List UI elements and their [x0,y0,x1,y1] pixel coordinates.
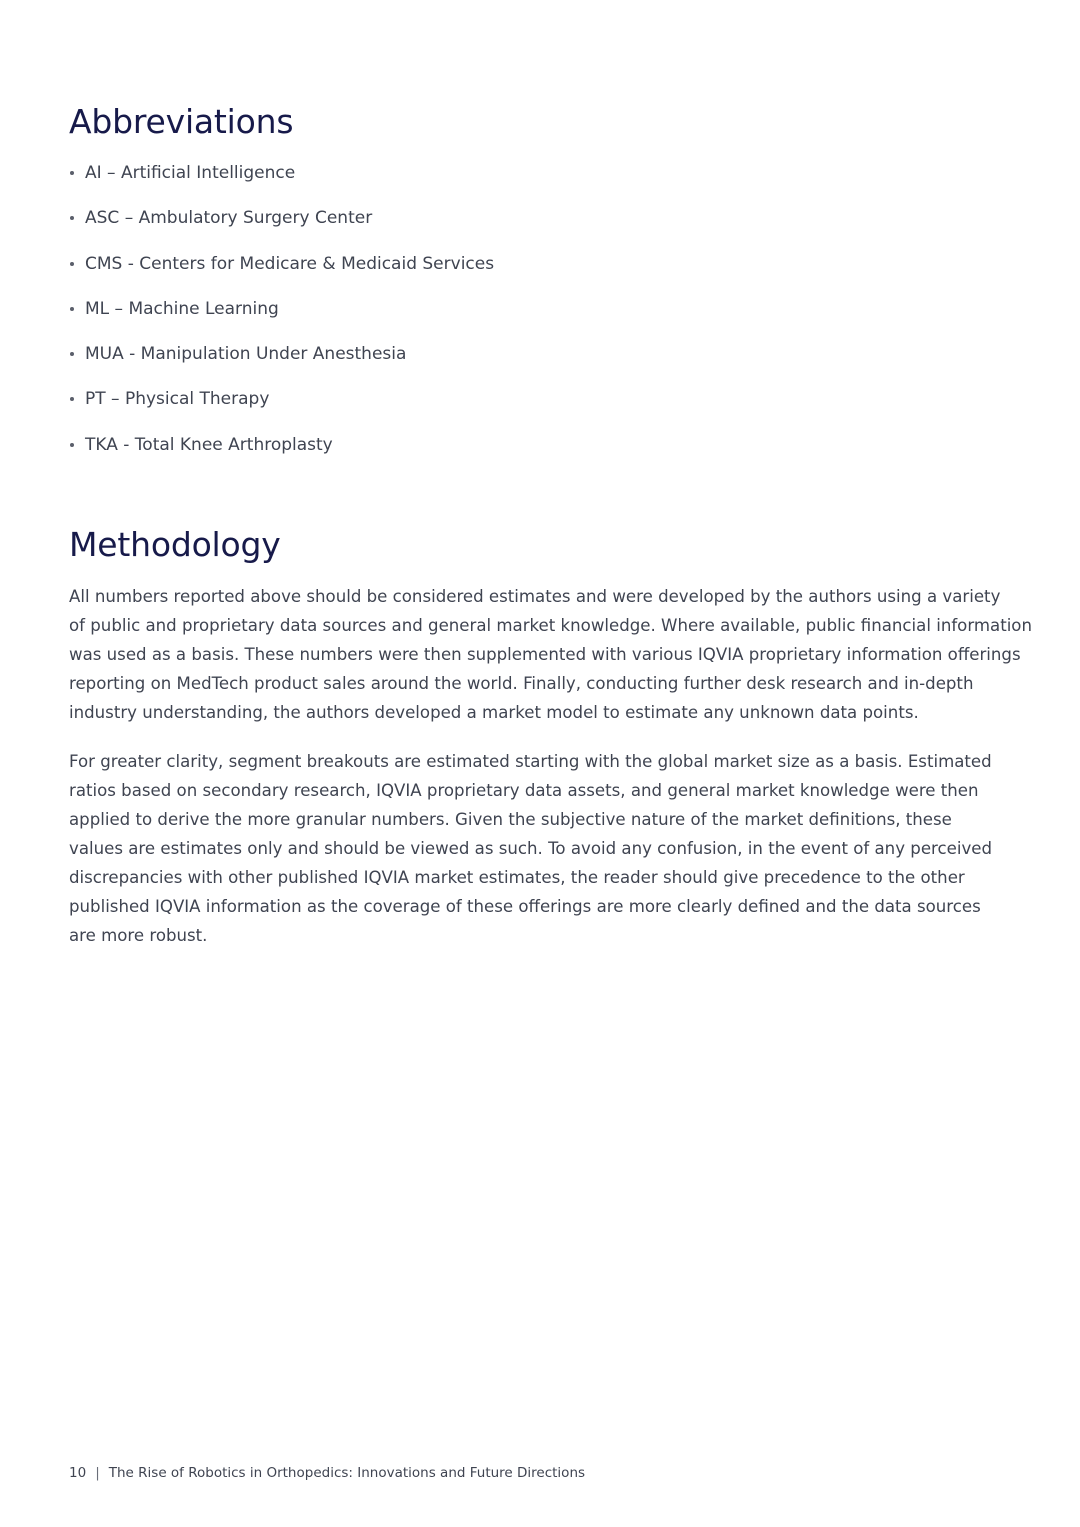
abbreviation-item [69,339,494,369]
abbreviation-text: CMS - Centers for Medicare & Medicaid Services [85,253,495,274]
bullet-icon [70,171,74,175]
paragraph-line: For greater clarity, segment breakouts are estimated starting with the global market size as a basis. Estimated [69,752,992,771]
methodology-heading: Methodology [69,525,281,564]
bullet-icon [70,397,74,401]
paragraph-line: applied to derive the more granular numbers. Given the subjective nature of the market definitions, these [69,810,952,829]
bullet-icon [70,307,74,311]
paragraph-line: published IQVIA information as the coverage of these offerings are more clearly defined and the data sources [69,897,981,916]
abbreviation-text: TKA - Total Knee Arthroplasty [85,434,333,455]
abbreviations-heading: Abbreviations [69,102,294,141]
paragraph-line: was used as a basis. These numbers were then supplemented with various IQVIA proprietary information offerings [69,645,1021,664]
abbreviation-item [69,158,494,188]
paragraph-line: discrepancies with other published IQVIA market estimates, the reader should give precedence to the other [69,868,965,887]
page-number: 10 [69,1465,87,1481]
paragraph-line: ratios based on secondary research, IQVIA proprietary data assets, and general market knowledge were then [69,781,979,800]
abbreviation-item [69,294,494,324]
bullet-icon [70,352,74,356]
document-title: The Rise of Robotics in Orthopedics: Innovations and Future Directions [108,1465,586,1481]
abbreviation-item [69,203,494,233]
footer-separator: | [95,1465,100,1481]
paragraph-line: All numbers reported above should be considered estimates and were developed by the authors using a variety [69,587,1001,606]
abbreviation-item [69,249,494,279]
methodology-paragraph-2 [69,747,1014,950]
paragraph-line: industry understanding, the authors developed a market model to estimate any unknown data points. [69,703,919,722]
bullet-icon [70,443,74,447]
paragraph-line: reporting on MedTech product sales around the world. Finally, conducting further desk research and in-depth [69,674,974,693]
abbreviation-text: ML – Machine Learning [85,298,279,319]
abbreviation-text: MUA - Manipulation Under Anesthesia [85,344,407,365]
abbreviation-text: AI – Artificial Intelligence [85,163,296,183]
page-footer [69,1463,585,1483]
paragraph-line: are more robust. [69,926,208,945]
abbreviation-item [69,430,494,460]
abbreviations-list [69,158,494,475]
bullet-icon [70,262,74,266]
abbreviation-text: ASC – Ambulatory Surgery Center [85,208,373,229]
paragraph-line: values are estimates only and should be viewed as such. To avoid any confusion, in the event of any perceived [69,839,993,858]
paragraph-line: of public and proprietary data sources and general market knowledge. Where available, public financial information [69,616,1032,635]
methodology-paragraph-1 [69,582,1032,727]
abbreviation-item [69,384,494,414]
abbreviation-text: PT – Physical Therapy [85,389,270,410]
bullet-icon [70,216,74,220]
